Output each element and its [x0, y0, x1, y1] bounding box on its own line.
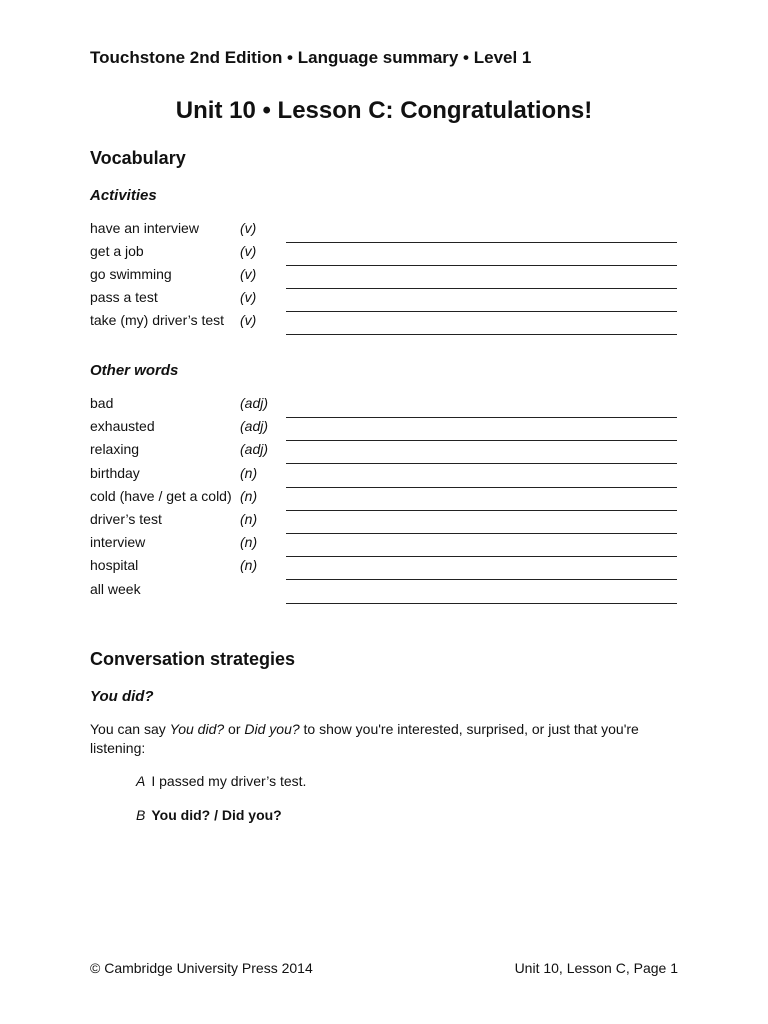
answer-line: [286, 242, 677, 243]
vocab-word: have an interview: [90, 220, 199, 236]
strategy-explanation: [90, 720, 650, 758]
explanation-text: or: [224, 721, 245, 737]
copyright-footer: © Cambridge University Press 2014: [90, 960, 313, 976]
vocab-word: cold (have / get a cold): [90, 488, 232, 504]
part-of-speech: (adj): [240, 418, 269, 434]
vocab-word: interview: [90, 534, 146, 550]
activities-heading: Activities: [90, 187, 157, 204]
dialog-line-b: [136, 807, 282, 823]
explanation-text: You can say: [90, 721, 170, 737]
part-of-speech: (v): [240, 220, 257, 236]
document-header: Touchstone 2nd Edition • Language summary • Level 1: [90, 48, 532, 67]
answer-line: [286, 579, 677, 580]
part-of-speech: (v): [240, 243, 257, 259]
answer-line: [286, 334, 677, 335]
answer-line: [286, 533, 677, 534]
part-of-speech: (n): [240, 534, 258, 550]
page-number-footer: Unit 10, Lesson C, Page 1: [514, 960, 678, 976]
vocab-word: hospital: [90, 557, 139, 573]
example-phrase: You did?: [169, 721, 225, 737]
answer-line: [286, 463, 677, 464]
you-did-heading: You did?: [90, 688, 154, 705]
vocab-word: birthday: [90, 465, 140, 481]
answer-line: [286, 288, 677, 289]
dialog-text: You did? / Did you?: [151, 807, 282, 823]
answer-line: [286, 487, 677, 488]
answer-line: [286, 510, 677, 511]
part-of-speech: (v): [240, 266, 257, 282]
part-of-speech: (v): [240, 289, 257, 305]
part-of-speech: (v): [240, 312, 257, 328]
vocab-word: bad: [90, 395, 114, 411]
speaker-label: A: [136, 773, 146, 789]
answer-line: [286, 417, 677, 418]
vocab-word: relaxing: [90, 441, 140, 457]
answer-line: [286, 440, 677, 441]
vocab-word: all week: [90, 581, 141, 597]
vocab-word: exhausted: [90, 418, 155, 434]
part-of-speech: (adj): [240, 441, 269, 457]
explanation-text: to show you're interested, surprised, or just that you're listening:: [90, 721, 639, 756]
vocabulary-heading: Vocabulary: [90, 148, 186, 168]
vocab-word: get a job: [90, 243, 144, 259]
dialog-line-a: [136, 773, 306, 789]
vocab-word: go swimming: [90, 266, 172, 282]
vocab-word: driver’s test: [90, 511, 162, 527]
vocab-word: take (my) driver’s test: [90, 312, 225, 328]
page-title: Unit 10 • Lesson C: Congratulations!: [175, 97, 593, 124]
vocab-word: pass a test: [90, 289, 158, 305]
speaker-label: B: [136, 807, 146, 823]
part-of-speech: (adj): [240, 395, 269, 411]
dialog-text: I passed my driver’s test.: [151, 773, 307, 789]
example-phrase: Did you?: [244, 721, 300, 737]
answer-line: [286, 603, 677, 604]
answer-line: [286, 311, 677, 312]
part-of-speech: (n): [240, 488, 258, 504]
answer-line: [286, 556, 677, 557]
part-of-speech: (n): [240, 557, 258, 573]
part-of-speech: (n): [240, 465, 258, 481]
part-of-speech: (n): [240, 511, 258, 527]
answer-line: [286, 265, 677, 266]
conversation-strategies-heading: Conversation strategies: [90, 649, 296, 669]
other-words-heading: Other words: [90, 362, 179, 379]
